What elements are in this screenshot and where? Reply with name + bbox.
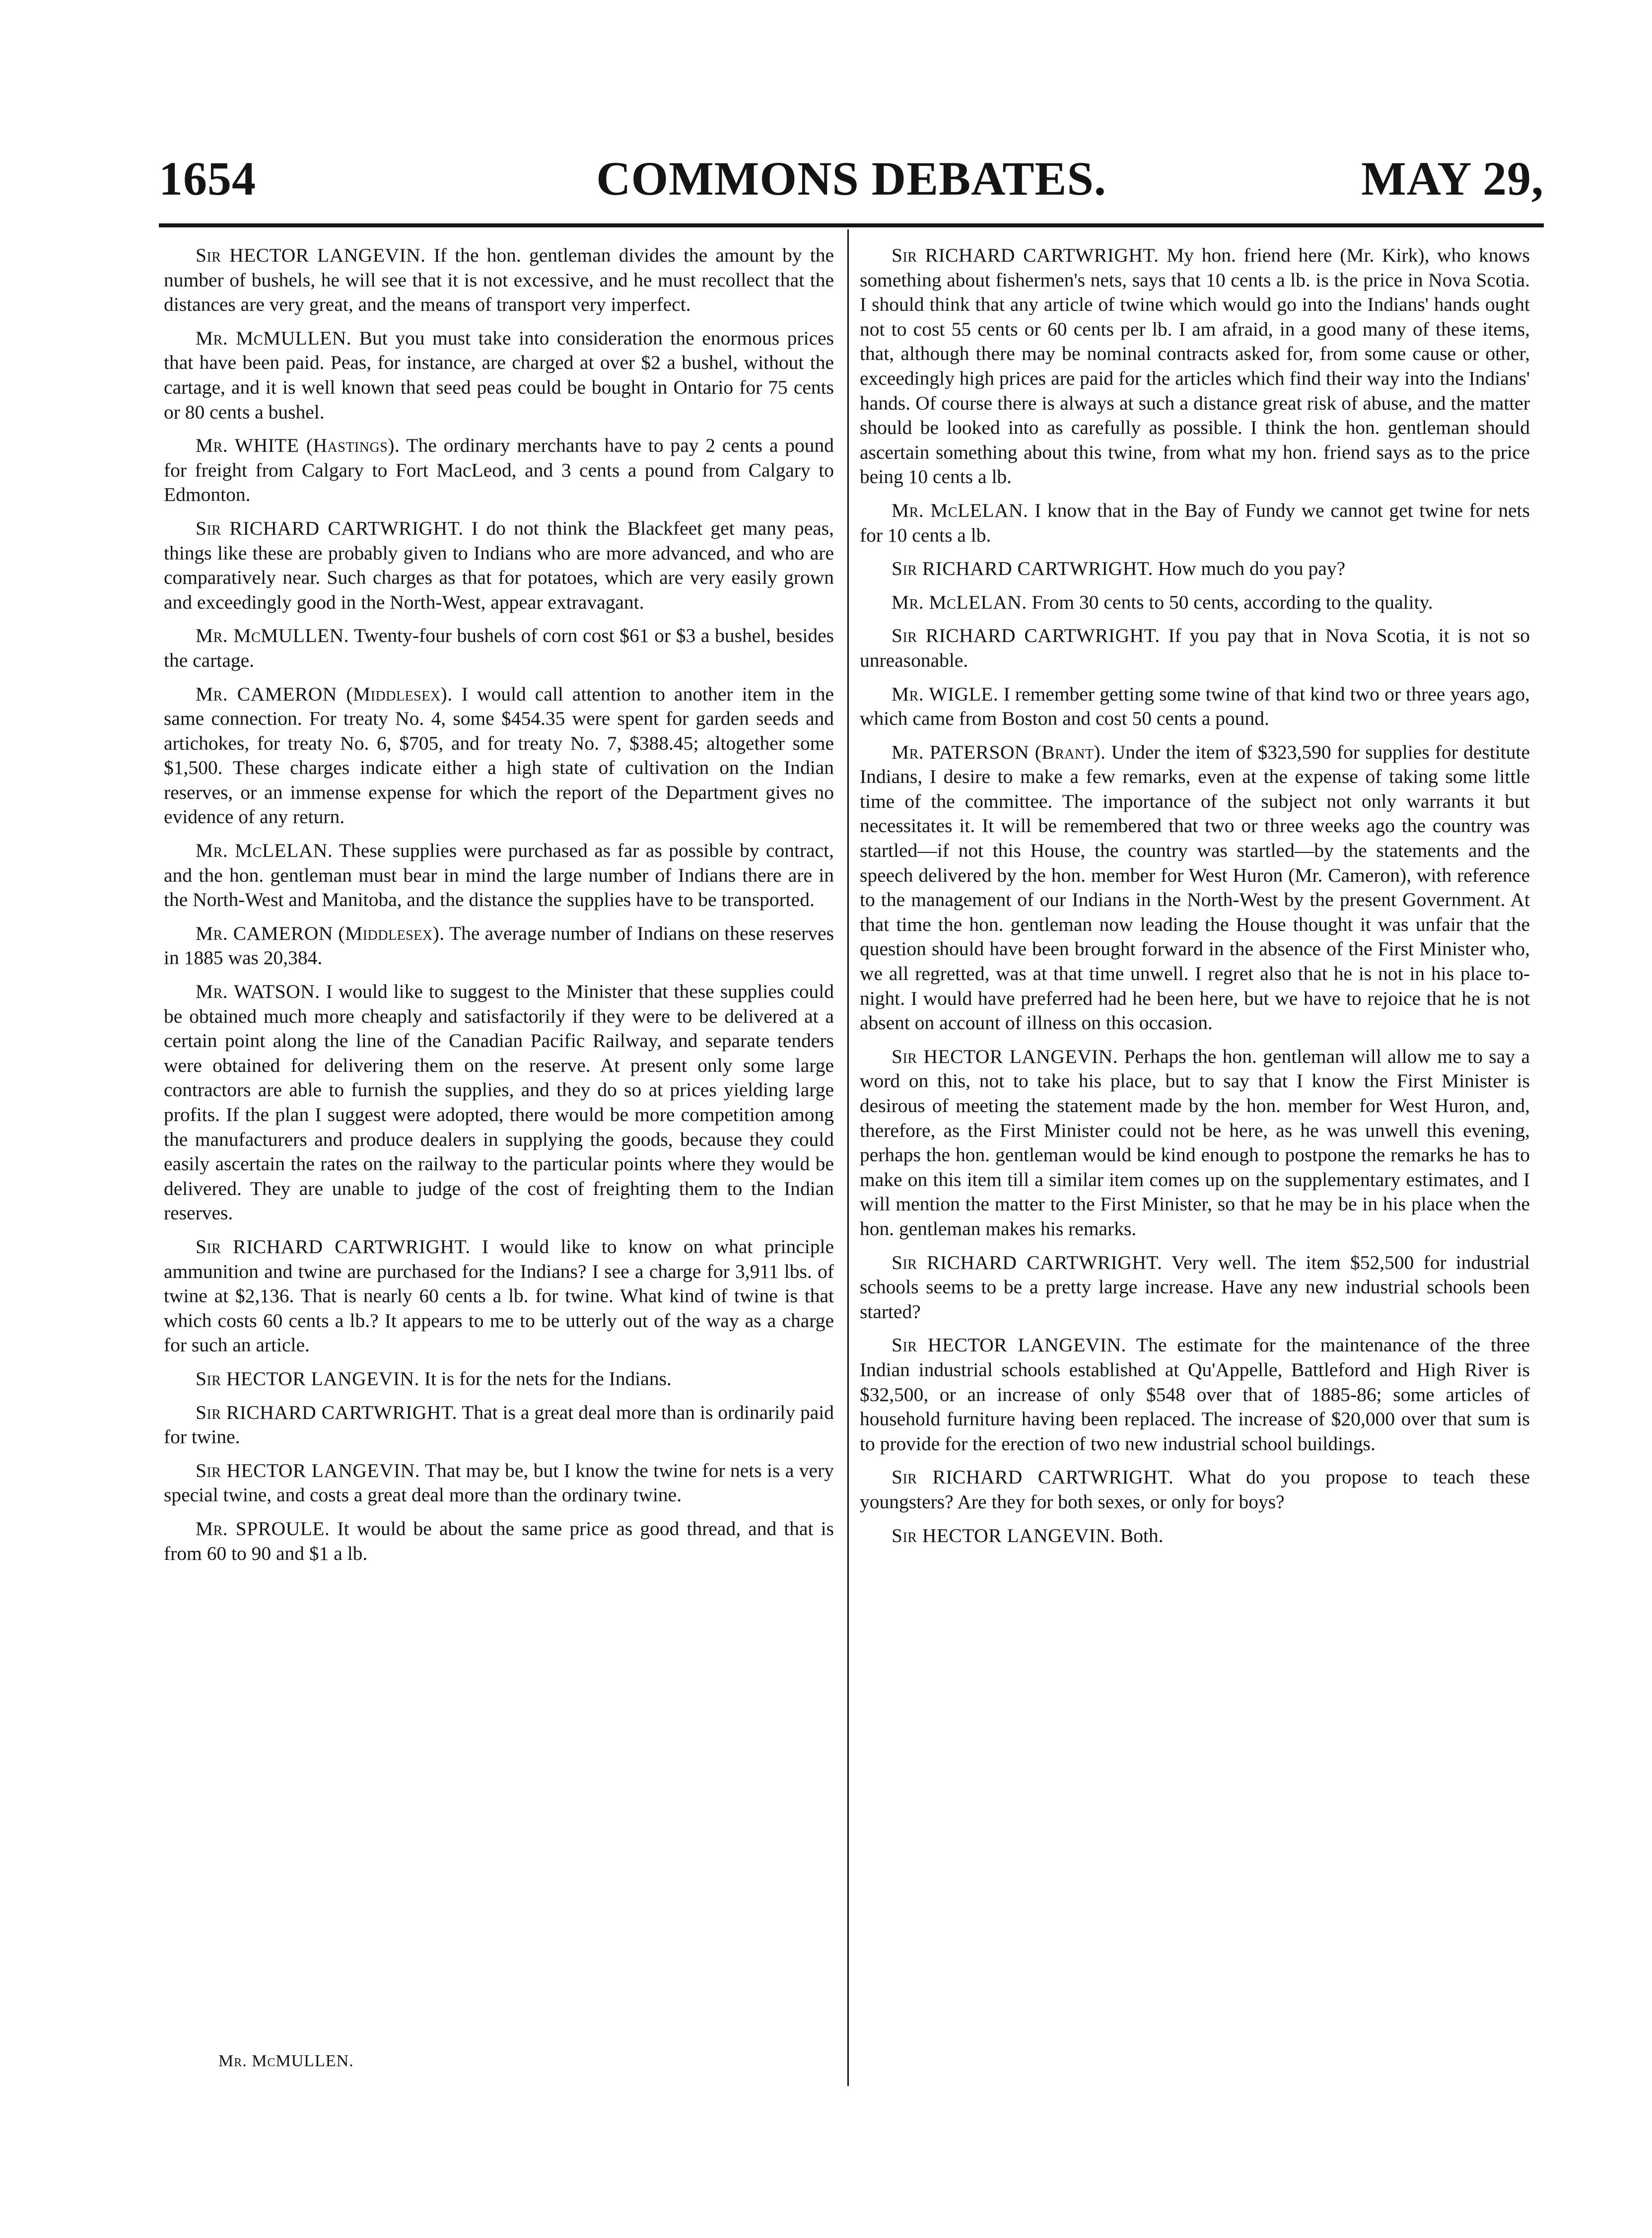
speech-paragraph <box>164 1459 834 1508</box>
page-date: MAY 29, <box>1361 152 1544 205</box>
speech-text: From 30 cents to 50 cents, according to the quality. <box>1032 591 1433 613</box>
speech-paragraph <box>164 1400 834 1450</box>
speech-paragraph <box>860 590 1530 615</box>
speaker-name: Mr. WATSON. <box>196 980 320 1003</box>
speech-text: I remember getting some twine of that kind two or three years ago, which came from Boston and cost 50 cents a pound. <box>860 683 1530 730</box>
speech-text: What do you propose to teach these youngsters? Are they for both sexes, or only for boys? <box>860 1466 1530 1513</box>
speech-paragraph <box>860 624 1530 673</box>
speaker-name: Sir HECTOR LANGEVIN. <box>892 1045 1118 1067</box>
speaker-name: Sir RICHARD CARTWRIGHT. <box>892 1466 1174 1488</box>
speaker-name: Sir RICHARD CARTWRIGHT. <box>196 1235 471 1258</box>
page-title: COMMONS DEBATES. <box>596 152 1106 205</box>
right-column <box>860 243 1530 1557</box>
speaker-name: Sir HECTOR LANGEVIN. <box>892 1524 1115 1546</box>
speaker-name: Mr. McLELAN. <box>892 499 1029 521</box>
speaker-name: Mr. SPROULE. <box>196 1517 330 1539</box>
page-number: 1654 <box>159 152 256 205</box>
speaker-name: Sir RICHARD CARTWRIGHT. <box>196 517 464 539</box>
speech-text: I would like to suggest to the Minister that these supplies could be obtained much more cheaply and satisfactorily if they were to be delivered at a certain point along the line of the Canadian Pacific Railway, and separate tenders were obtained for delivering them on the reserve. At present only some large contractors are able to furnish the supplies, and they do so at prices yielding large profits. If the plan I suggest were adopted, there would be more competition among the manufacturers and produce dealers in supplying the goods, because they could easily ascertain the rates on the railway to the particular points where they would be delivered. They are unable to judge of the cost of freighting them to the Indian reserves. <box>164 980 834 1224</box>
speaker-name: Mr. WHITE (Hastings). <box>196 434 400 457</box>
speech-paragraph <box>164 1517 834 1566</box>
speaker-name: Sir RICHARD CARTWRIGHT. <box>892 1251 1163 1273</box>
speech-text: My hon. friend here (Mr. Kirk), who knows something about fishermen's nets, says that 10 cents a lb. is the price in Nova Scotia. I should think that any article of twine which would go into the Indians' hands ought not to cost 55 cents or 60 cents per lb. I am afraid, in a good many of these items, that, although there may be nominal contracts asked for, from some cause or other, exceedingly high prices are paid for the articles which find their way into the Indians' hands. Of course there is always at such a distance great risk of abuse, and the matter should be looked into as carefully as possible. I think the hon. gentleman should ascertain something about this twine, from what my hon. friend says as to the price being 10 cents a lb. <box>860 244 1530 488</box>
speaker-name: Sir HECTOR LANGEVIN. <box>196 1367 419 1390</box>
speech-text: I know that in the Bay of Fundy we cannot get twine for nets for 10 cents a lb. <box>860 499 1530 546</box>
speech-text: If you pay that in Nova Scotia, it is not so unreasonable. <box>860 625 1530 671</box>
speech-paragraph <box>860 1524 1530 1548</box>
speech-text: I would like to know on what principle ammunition and twine are purchased for the Indians? I see a charge for 3,911 lbs. of twine at $2,136. That is nearly 60 cents a lb. for twine. What kind of twine is that which costs 60 cents a lb.? It appears to me to be utterly out of the way as a charge for such an article. <box>164 1235 834 1356</box>
speech-text: It would be about the same price as good thread, and that is from 60 to 90 and $1 a lb. <box>164 1517 834 1564</box>
speech-text: If the hon. gentleman divides the amount by the number of bushels, he will see that it is not excessive, and he must recollect that the distances are very great, and the means of transport very imperfect. <box>164 244 834 316</box>
speech-text: Very well. The item $52,500 for industrial schools seems to be a pretty large increase. Have any new industrial schools been started? <box>860 1251 1530 1323</box>
speaker-name: Mr. CAMERON (Middlesex). <box>196 922 445 944</box>
speech-paragraph <box>860 1251 1530 1325</box>
speech-paragraph <box>164 516 834 615</box>
speech-paragraph <box>860 243 1530 490</box>
speech-paragraph <box>860 1333 1530 1456</box>
speech-paragraph <box>860 498 1530 548</box>
speech-text: That is a great deal more than is ordinarily paid for twine. <box>164 1401 834 1448</box>
speech-paragraph <box>860 557 1530 581</box>
speech-text: Both. <box>1120 1524 1164 1546</box>
speech-text: The estimate for the maintenance of the three Indian industrial schools established at Qu'Appelle, Battleford and High River is $32,500, or an increase of only $548 over that of 1885-86; some articles of household furniture having been replaced. The increase of $20,000 over that sum is to provide for the erection of two new industrial school buildings. <box>860 1334 1530 1455</box>
speaker-name: Mr. WIGLE. <box>892 683 999 705</box>
speech-paragraph <box>860 1465 1530 1514</box>
speech-paragraph <box>164 624 834 673</box>
speech-text: The average number of Indians on these reserves in 1885 was 20,384. <box>164 922 834 969</box>
speech-text: That may be, but I know the twine for nets is a very special twine, and costs a great deal more than the ordinary twine. <box>164 1459 834 1506</box>
speaker-name: Mr. McLELAN. <box>892 591 1027 613</box>
speech-paragraph <box>164 921 834 971</box>
speaker-name: Sir HECTOR LANGEVIN. <box>892 1334 1126 1356</box>
speaker-name: Sir RICHARD CARTWRIGHT. <box>892 244 1159 266</box>
speech-paragraph <box>164 433 834 507</box>
speech-text: It is for the nets for the Indians. <box>424 1367 672 1390</box>
page-header <box>159 149 1544 213</box>
speaker-name: Mr. CAMERON (Middlesex). <box>196 683 453 705</box>
speech-paragraph <box>164 326 834 424</box>
speaker-name: Sir HECTOR LANGEVIN. <box>196 244 426 266</box>
speech-paragraph <box>860 740 1530 1036</box>
speech-text: Perhaps the hon. gentleman will allow me to say a word on this, not to take his place, but to say that I know the First Minister is desirous of meeting the statement made by the hon. member for West Huron, and, therefore, as the First Minister could not be here, as he was unwell this evening, perhaps the hon. gentleman would be kind enough to postpone the remarks he has to make on this item till a similar item comes up on the supplementary estimates, and I will mention the matter to the First Minister, so that he may be in his place when the hon. gentleman makes his remarks. <box>860 1045 1530 1240</box>
speech-paragraph <box>164 839 834 912</box>
speaker-name: Mr. McLELAN. <box>196 839 333 862</box>
speech-paragraph <box>860 682 1530 731</box>
speech-paragraph <box>164 979 834 1226</box>
speaker-name: Mr. McMULLEN. <box>196 327 352 349</box>
speech-paragraph <box>164 1367 834 1392</box>
speech-text: I would call attention to another item in the same connection. For treaty No. 4, some $454.35 were spent for garden seeds and artichokes, for treaty No. 6, $705, and for treaty No. 7, $388.45; altogether some $1,500. These charges indicate either a high state of cultivation on the Indian reserves, or an immense expense for which the report of the Department gives no evidence of any return. <box>164 683 834 828</box>
speech-text: These supplies were purchased as far as possible by contract, and the hon. gentleman must bear in mind the large number of Indians there are in the North-West and Manitoba, and the distance the supplies have to be transported. <box>164 839 834 911</box>
column-divider <box>847 229 849 2086</box>
column-sign-off: Mr. McMULLEN. <box>218 2052 354 2070</box>
speaker-name: Sir RICHARD CARTWRIGHT. <box>196 1401 457 1423</box>
speech-paragraph <box>164 682 834 830</box>
speech-text: Under the item of $323,590 for supplies for destitute Indians, I desire to make a few remarks, even at the expense of taking some little time of the committee. The importance of the subject not only warrants it but necessitates it. It will be remembered that two or three weeks ago the country was startled—if not this House, the country was startled—by the statements and the speech delivered by the hon. member for West Huron (Mr. Cameron), with reference to the management of our Indians in the North-West by the present Government. At that time the hon. gentleman now leading the House thought it was unfair that the question should have been brought forward in the absence of the First Minister who, we all regretted, was at that time unwell. I regret also that he is not in his place to-night. I would have preferred had he been here, but we have to rejoice that he is not absent on account of illness on this occasion. <box>860 741 1530 1034</box>
speech-text: I do not think the Blackfeet get many peas, things like these are probably given to Indians who are more advanced, and who are comparatively near. Such charges as that for potatoes, which are very easily grown and exceedingly good in the North-West, appear extravagant. <box>164 517 834 613</box>
left-column <box>164 243 834 1575</box>
speech-text: The ordinary merchants have to pay 2 cents a pound for freight from Calgary to Fort MacLeod, and 3 cents a pound from Calgary to Edmonton. <box>164 434 834 506</box>
speech-text: Twenty-four bushels of corn cost $61 or $3 a bushel, besides the cartage. <box>164 625 834 671</box>
speaker-name: Sir RICHARD CARTWRIGHT. <box>892 558 1153 580</box>
speaker-name: Mr. PATERSON (Brant). <box>892 741 1106 763</box>
speech-text: But you must take into consideration the enormous prices that have been paid. Peas, for instance, are charged at over $2 a bushel, without the cartage, and it is well known that seed peas could be bought in Ontario for 75 cents or 80 cents a bushel. <box>164 327 834 423</box>
speaker-name: Sir RICHARD CARTWRIGHT. <box>892 625 1160 647</box>
speech-paragraph <box>164 243 834 317</box>
speaker-name: Mr. McMULLEN. <box>196 625 349 647</box>
speech-paragraph <box>860 1045 1530 1242</box>
header-rule <box>159 223 1544 227</box>
speaker-name: Sir HECTOR LANGEVIN. <box>196 1459 420 1481</box>
speech-paragraph <box>164 1235 834 1358</box>
speech-text: How much do you pay? <box>1158 558 1346 580</box>
